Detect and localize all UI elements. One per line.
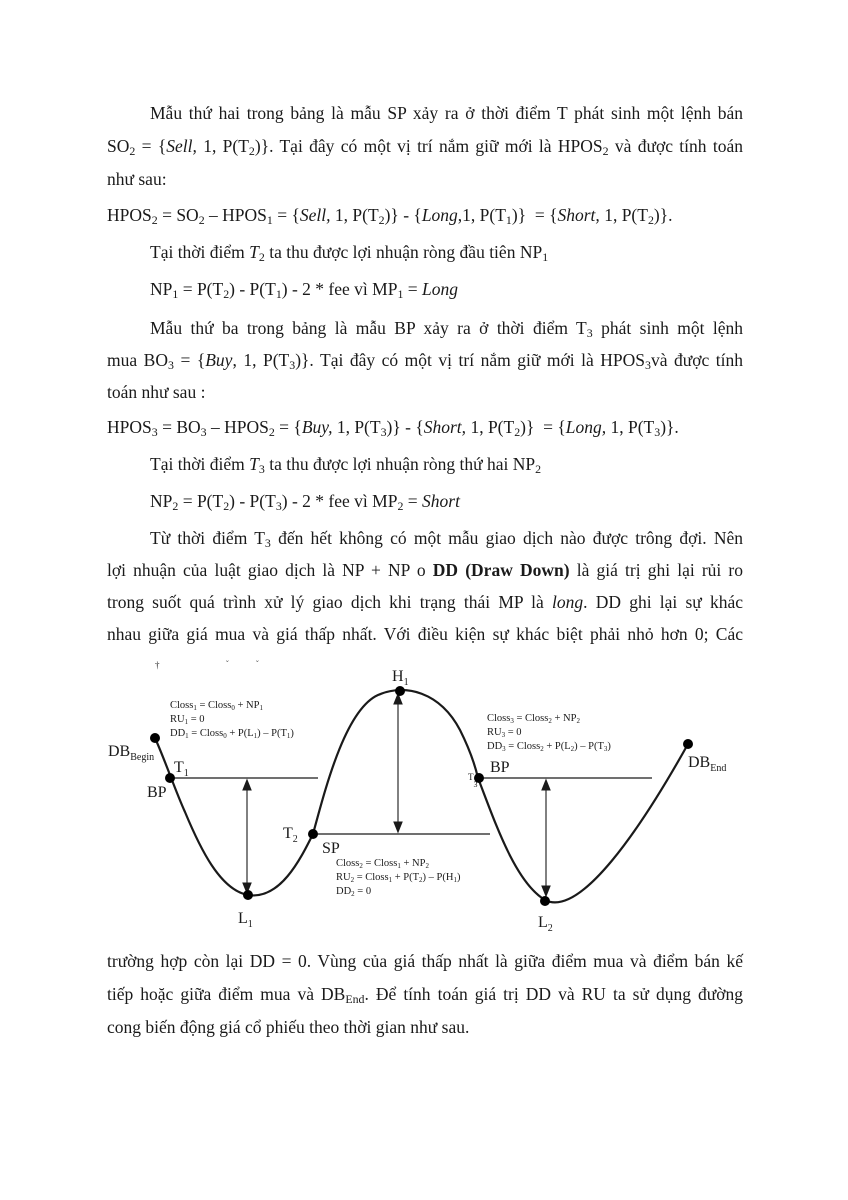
- text-line: tiếp hoặc giữa điểm mua và $DB_{End}$. Để tính toán giá trị DD và RU ta sử dụng đường: [107, 984, 743, 1006]
- t3-label: T3: [468, 772, 478, 789]
- text-line: cong biến động giá cổ phiếu theo thời gian như sau.: [107, 1017, 470, 1037]
- db-begin-label: $DB_{Begin}$: [108, 743, 155, 763]
- l2-point: [540, 896, 550, 906]
- arrow-head-icon: [542, 886, 550, 896]
- arrow-head-icon: [542, 780, 550, 790]
- text-line: trong suốt quá trình xử lý giao dịch khi trạng thái MP là long. DD ghi lại sự khác: [107, 592, 743, 612]
- box2-line: DD2 = 0: [336, 886, 372, 898]
- arrow-head-icon: [394, 822, 402, 832]
- box3-line: DD3 = Closs2 + P(L2) – P(T3): [487, 741, 611, 753]
- text-line: Mẫu thứ ba trong bảng là mẫu BP xảy ra ở thời điểm $T_3$ phát sinh một lệnh: [150, 318, 744, 340]
- box1-line: RU1 = 0: [170, 714, 205, 726]
- text-line: Tại thời điểm $T_2$ ta thu được lợi nhuận ròng đầu tiên $NP_1$: [150, 242, 549, 264]
- t1-label: $T_1$: [174, 759, 189, 779]
- db-end-point: [683, 739, 693, 749]
- l1-label: $L_1$: [238, 910, 253, 930]
- text-line: mua $BO_3 = \{Buy$, 1, $P(T_3)$}. Tại đây có một vị trí nắm giữ mới là $HPOS_3và$ được tính: [107, 350, 744, 372]
- text-line: toán như sau :: [107, 382, 206, 402]
- text-line: nhau giữa giá mua và giá thấp nhất. Với điều kiện sự khác biệt phải nhỏ hơn 0; Các: [107, 624, 743, 644]
- stray-mark: †: [155, 660, 160, 670]
- t2-point: [308, 829, 318, 839]
- sp-label: SP: [322, 840, 340, 857]
- box1-line: DD1 = Closs0 + P(L1) – P(T1): [170, 728, 294, 740]
- box3-line: RU3 = 0: [487, 727, 522, 739]
- text-line: Mẫu thứ hai trong bảng là mẫu SP xảy ra ở thời điểm T phát sinh một lệnh bán: [150, 103, 743, 123]
- text-line: Từ thời điểm $T_3$ đến hết không có một mẫu giao dịch nào được trông đợi. Nên: [150, 528, 743, 550]
- t2-label: $T_2$: [283, 825, 298, 845]
- box2-line: RU2 = Closs1 + P(T2) – P(H1): [336, 872, 461, 884]
- bp1-label: BP: [147, 784, 167, 801]
- stray-mark: ˘: [256, 659, 259, 668]
- stray-mark: ˘: [226, 659, 229, 668]
- text-line: như sau:: [107, 169, 167, 189]
- arrow-head-icon: [243, 780, 251, 790]
- bp2-label: BP: [490, 759, 510, 776]
- equation-hpos2: $HPOS_2 = SO_2$ – $HPOS_1$ = {Sell, 1, $P(T_2)$} - {Long,1, $P(T_1)$} = {Short, 1, $P(T_2)$}.: [107, 205, 673, 227]
- box2-line: Closs2 = Closs1 + NP2: [336, 858, 429, 870]
- equation-np1: $NP_1 = P(T_2) - P(T_1) - 2$ * fee vì $MP_1$ = Long: [150, 279, 459, 301]
- text-line: $SO_2$ = {Sell, 1, $P(T_2)$}. Tại đây có một vị trí nắm giữ mới là $HPOS_2$ và được tính toán: [107, 136, 743, 158]
- l2-label: $L_2$: [538, 914, 553, 934]
- text-line: trường hợp còn lại DD = 0. Vùng của giá thấp nhất là giữa điểm mua và điểm bán kế: [107, 951, 743, 971]
- equation-hpos3: $HPOS_3 = BO_3$ – $HPOS_2 = \{Buy$, 1, $P(T_3)$} - {Short, 1, $P(T_2)$} = {Long, 1, $P(T_3)$}.: [107, 417, 679, 439]
- text-line: Tại thời điểm $T_3$ ta thu được lợi nhuận ròng thứ hai $NP_2$: [150, 454, 542, 476]
- price-curve: [155, 690, 688, 902]
- box3-line: Closs3 = Closs2 + NP2: [487, 713, 580, 725]
- db-end-label: $DB_{End}$: [688, 754, 727, 774]
- box1-line: Closs1 = Closs0 + NP1: [170, 700, 263, 712]
- text-line: lợi nhuận của luật giao dịch là NP + NP o DD (Draw Down) là giá trị ghi lại rủi ro: [107, 560, 744, 580]
- equation-np2: $NP_2 = P(T_2) - P(T_3) - 2$ * fee vì $MP_2$ = Short: [150, 491, 460, 513]
- db-begin-point: [150, 733, 160, 743]
- h1-label: $H_1$: [392, 668, 409, 688]
- l1-point: [243, 890, 253, 900]
